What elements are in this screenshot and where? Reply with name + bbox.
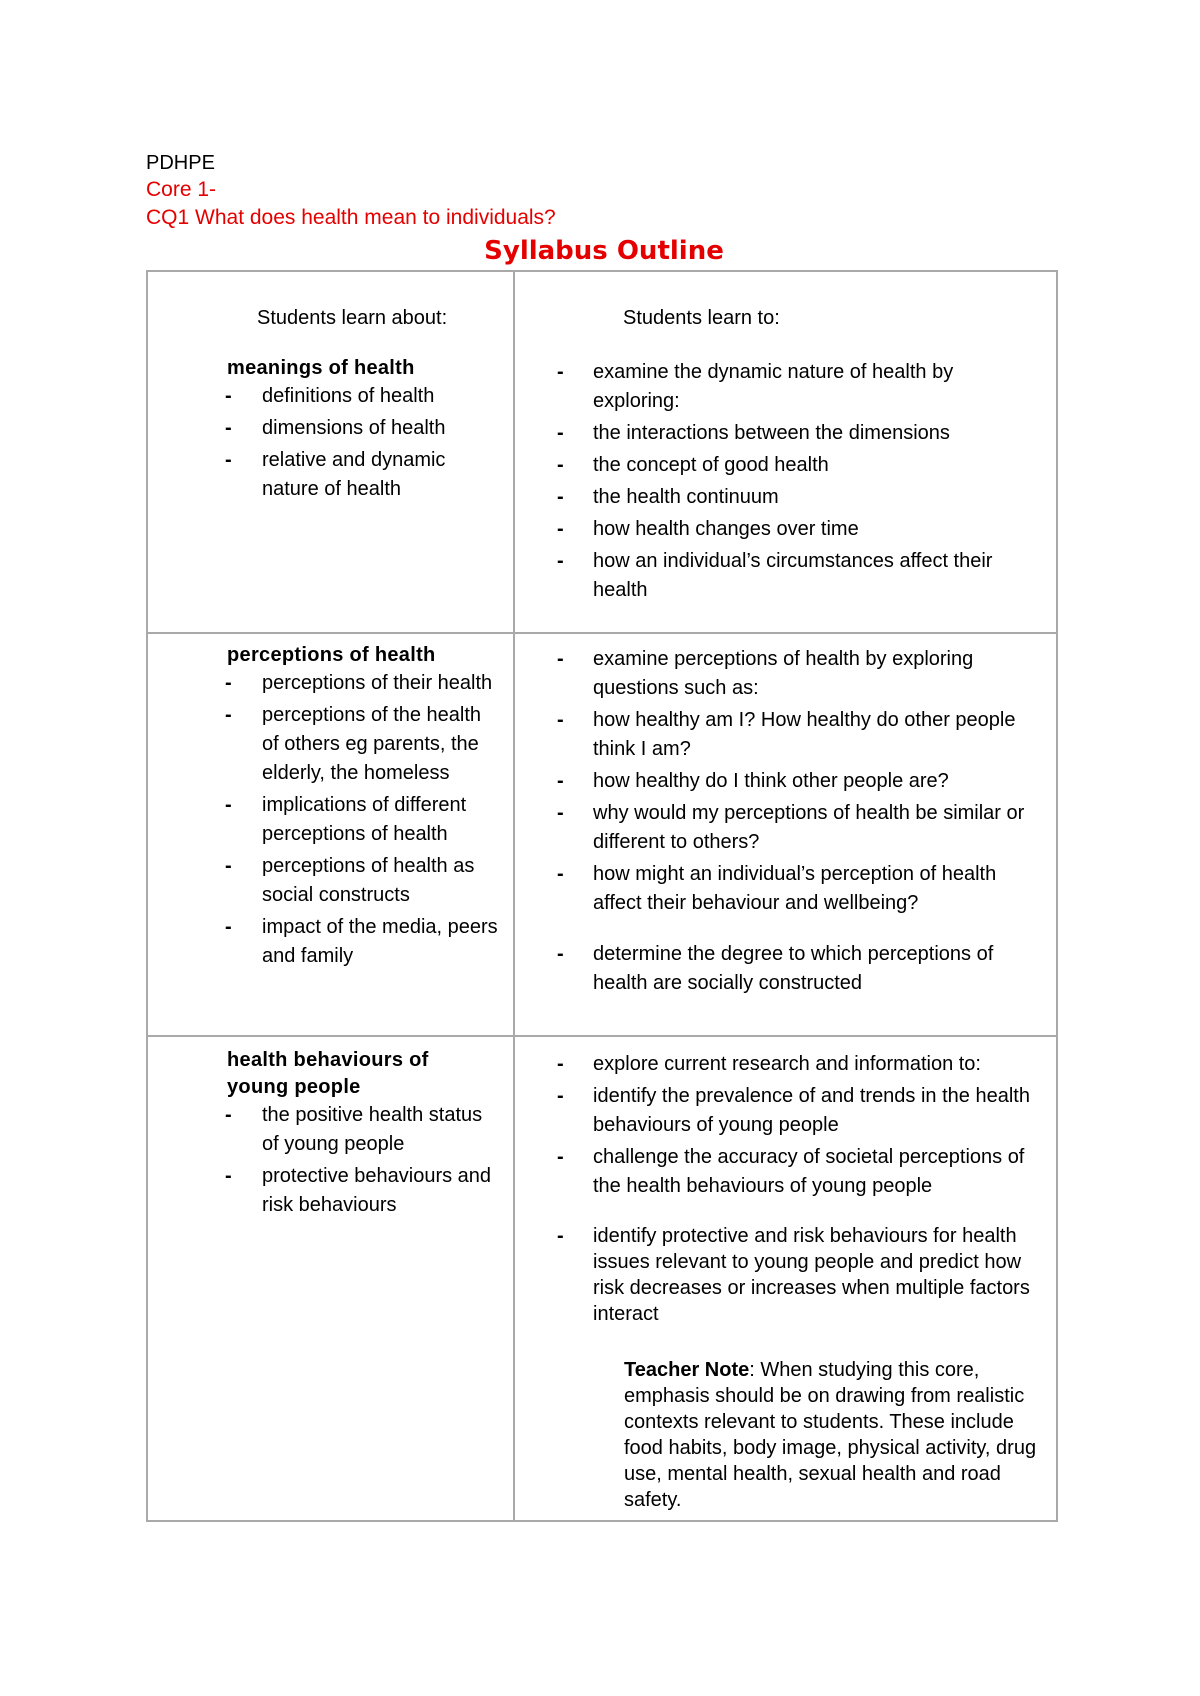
row-3-learn [515, 1050, 1045, 1330]
teacher-note-text: : When studying this core, emphasis should be on drawing from realistic contexts relevant to students. These include food habits, body image, physical activity, drug use, mental health, sexual health and road safety. [624, 1359, 1037, 1511]
subject-label: PDHPE [146, 152, 215, 174]
list-item: - definitions of health [182, 382, 502, 411]
dash-bullet: - [225, 794, 232, 816]
dash-bullet: - [225, 672, 232, 694]
list-item: - impact of the media, peers and family [182, 913, 502, 971]
list-item: - how health changes over time [515, 515, 1027, 544]
row-1-about [182, 355, 502, 507]
dash-bullet: - [557, 1085, 564, 1107]
list-item: - how an individual’s circumstances affect their health [515, 547, 1027, 605]
page-title: Syllabus Outline [484, 236, 724, 266]
dash-bullet: - [557, 863, 564, 885]
dash-bullet: - [557, 709, 564, 731]
list-item: - the concept of good health [515, 451, 1027, 480]
row-2-learn [515, 645, 1035, 1001]
list-item: - perceptions of health as social constructs [182, 852, 502, 910]
row-3-about [182, 1047, 502, 1223]
topic-heading: meanings of health [227, 357, 415, 379]
dash-bullet: - [557, 422, 564, 444]
list-item: - why would my perceptions of health be similar or different to others? [515, 799, 1035, 857]
dash-bullet: - [225, 449, 232, 471]
dash-bullet: - [225, 1104, 232, 1126]
dash-bullet: - [225, 385, 232, 407]
list-item: - identify the prevalence of and trends in the health behaviours of young people [515, 1082, 1045, 1140]
dash-bullet: - [225, 855, 232, 877]
list-item: - identify protective and risk behaviours for health issues relevant to young people and predict how risk decreases or increases when multiple factors interact [557, 1225, 1030, 1325]
row-divider [148, 1035, 1056, 1037]
row-1-learn [515, 358, 1027, 608]
dash-bullet: - [557, 550, 564, 572]
topic-heading: health behaviours of young people [227, 1049, 429, 1098]
list-item: - perceptions of their health [182, 669, 502, 698]
dash-bullet: - [557, 1146, 564, 1168]
list-item: - explore current research and information to: [515, 1050, 1045, 1079]
right-column-heading: Students learn to: [623, 307, 780, 329]
dash-bullet: - [557, 770, 564, 792]
dash-bullet: - [557, 1053, 564, 1075]
list-item: - relative and dynamic nature of health [182, 446, 502, 504]
teacher-note-label: Teacher Note [624, 1359, 750, 1381]
list-item: - determine the degree to which perceptions of health are socially constructed [515, 940, 1035, 998]
document-header [146, 150, 556, 232]
dash-bullet: - [557, 802, 564, 824]
list-item: - examine the dynamic nature of health by exploring: [515, 358, 1027, 416]
topic-heading: perceptions of health [227, 644, 436, 666]
list-item: - the health continuum [515, 483, 1027, 512]
dash-bullet: - [225, 1165, 232, 1187]
list-item: - how healthy am I? How healthy do other people think I am? [515, 706, 1035, 764]
dash-bullet: - [557, 1225, 564, 1247]
dash-bullet: - [225, 916, 232, 938]
list-item: - how might an individual’s perception of health affect their behaviour and wellbeing? [515, 860, 1035, 918]
list-item: - implications of different perceptions of health [182, 791, 502, 849]
list-item: - the positive health status of young people [182, 1101, 502, 1159]
list-item: - dimensions of health [182, 414, 502, 443]
list-item: - protective behaviours and risk behaviours [182, 1162, 502, 1220]
dash-bullet: - [557, 361, 564, 383]
dash-bullet: - [225, 417, 232, 439]
syllabus-table [146, 270, 1058, 1522]
row-2-about [182, 642, 502, 974]
list-item: - the interactions between the dimensions [515, 419, 1027, 448]
dash-bullet: - [557, 518, 564, 540]
core-label: Core 1- [146, 178, 217, 201]
list-item: - challenge the accuracy of societal perceptions of the health behaviours of young people [515, 1143, 1045, 1201]
list-item: - how healthy do I think other people are? [515, 767, 1035, 796]
dash-bullet: - [557, 454, 564, 476]
dash-bullet: - [557, 943, 564, 965]
critical-question: CQ1 What does health mean to individuals? [146, 206, 556, 229]
list-item: - perceptions of the health of others eg parents, the elderly, the homeless [182, 701, 502, 788]
dash-bullet: - [557, 648, 564, 670]
left-column-heading: Students learn about: [257, 307, 448, 329]
teacher-note [624, 1357, 1044, 1513]
list-item: - examine perceptions of health by exploring questions such as: [515, 645, 1035, 703]
dash-bullet: - [557, 486, 564, 508]
row-divider [148, 632, 1056, 634]
dash-bullet: - [225, 704, 232, 726]
